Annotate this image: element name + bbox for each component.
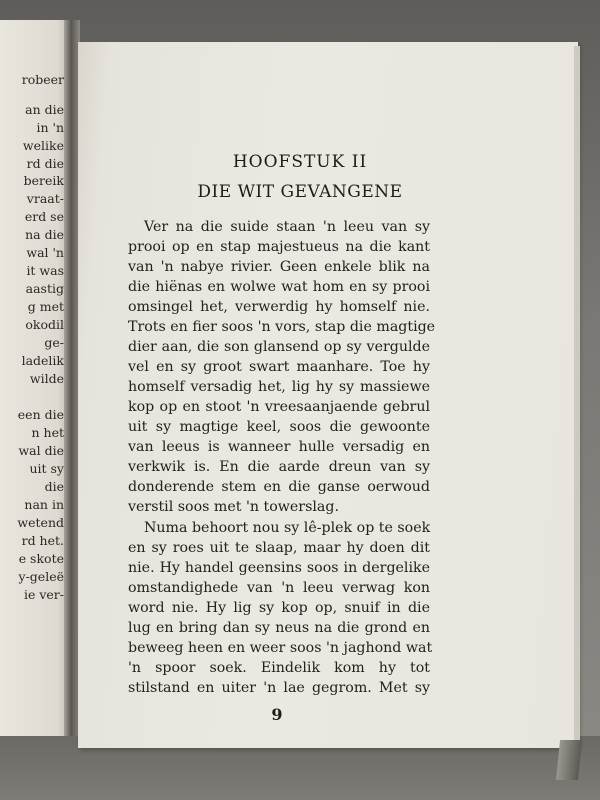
text-line: en sy roes uit te slaap, maar hy doen dit xyxy=(128,540,430,556)
left-page-line: in 'n xyxy=(36,120,64,135)
text-line: nie. Hy handel geensins soos in dergelike xyxy=(128,560,430,576)
text-line: kop op en stoot 'n vreesaanjaende gebrul xyxy=(128,399,430,415)
page-edge xyxy=(574,46,580,746)
left-page-line: wetend xyxy=(17,515,64,530)
text-line: 'n spoor soek. Eindelik kom hy tot xyxy=(128,660,430,676)
text-line: prooi op en stap majestueus na die kant xyxy=(128,239,430,255)
left-page-line: bereik xyxy=(23,173,64,188)
left-page-line: ie ver- xyxy=(23,587,64,602)
left-page-line: erd se xyxy=(24,209,64,224)
left-page xyxy=(0,20,72,740)
left-page-line: wal 'n xyxy=(26,245,64,260)
left-page-line: welike xyxy=(22,138,64,153)
text-line: dier aan, die son glansend op sy vergulde xyxy=(128,339,430,355)
left-page-line: wilde xyxy=(29,371,64,386)
left-page-line: na die xyxy=(25,227,64,242)
left-page-line: an die xyxy=(25,102,64,117)
text-line: Ver na die suide staan 'n leeu van sy xyxy=(144,219,430,235)
left-page-line: ge- xyxy=(44,335,64,350)
left-page-line: y-geleë xyxy=(18,569,64,584)
text-line: verstil soos met 'n towerslag. xyxy=(128,499,339,515)
left-page-line: rd het. xyxy=(21,533,64,548)
text-line: van 'n nabye rivier. Geen enkele blik na xyxy=(128,259,430,275)
text-line: Trots en fier soos 'n vors, stap die magtige xyxy=(128,319,436,335)
left-page-line: e skote xyxy=(18,551,64,566)
left-page-line: aastig xyxy=(25,281,64,296)
text-line: die hiënas en wolwe wat hom en sy prooi xyxy=(128,279,430,295)
text-line: lug en bring dan sy neus na die grond en xyxy=(128,620,430,636)
text-line: Numa behoort nou sy lê-plek op te soek xyxy=(144,520,431,536)
bookmark-ribbon xyxy=(556,740,582,780)
left-page-line: uit sy xyxy=(29,461,64,476)
text-line: stilstand en uiter 'n lae gegrom. Met sy xyxy=(128,680,430,696)
left-page-line: it was xyxy=(26,263,64,278)
left-page-line: robeer xyxy=(21,72,64,87)
text-line: donderende stem en die ganse oerwoud xyxy=(128,479,430,495)
text-line: omstandighede van 'n leeu verwag kon xyxy=(128,580,430,596)
text-line: beweeg heen en weer soos 'n jaghond wat xyxy=(128,640,433,656)
left-page-line: ladelik xyxy=(21,353,64,368)
text-line: verkwik is. En die aarde dreun van sy xyxy=(128,459,430,475)
left-page-line: n het xyxy=(31,425,64,440)
text-line: word nie. Hy lig sy kop op, snuif in die xyxy=(128,600,430,616)
text-line: vel en sy groot swart maanhare. Toe hy xyxy=(128,359,430,375)
left-page-line: vraat- xyxy=(26,191,64,206)
left-page-line: die xyxy=(44,479,64,494)
chapter-title: HOOFSTUK II xyxy=(232,152,368,172)
left-page-line: okodil xyxy=(25,317,64,332)
section-title: DIE WIT GEVANGENE xyxy=(197,182,403,202)
left-page-line: nan in xyxy=(24,497,64,512)
left-page-line: g met xyxy=(27,299,64,314)
text-line: uit sy magtige keel, soos die gewoonte xyxy=(128,419,430,435)
text-line: van leeus is wanneer hulle versadig en xyxy=(128,439,430,455)
text-line: omsingel het, verwerdig hy homself nie. xyxy=(128,299,430,315)
left-page-line: wal die xyxy=(18,443,64,458)
left-page-line: een die xyxy=(17,407,64,422)
page-number: 9 xyxy=(271,705,283,724)
text-line: homself versadig het, lig hy sy massiewe xyxy=(128,379,430,395)
left-page-line: rd die xyxy=(26,156,64,171)
